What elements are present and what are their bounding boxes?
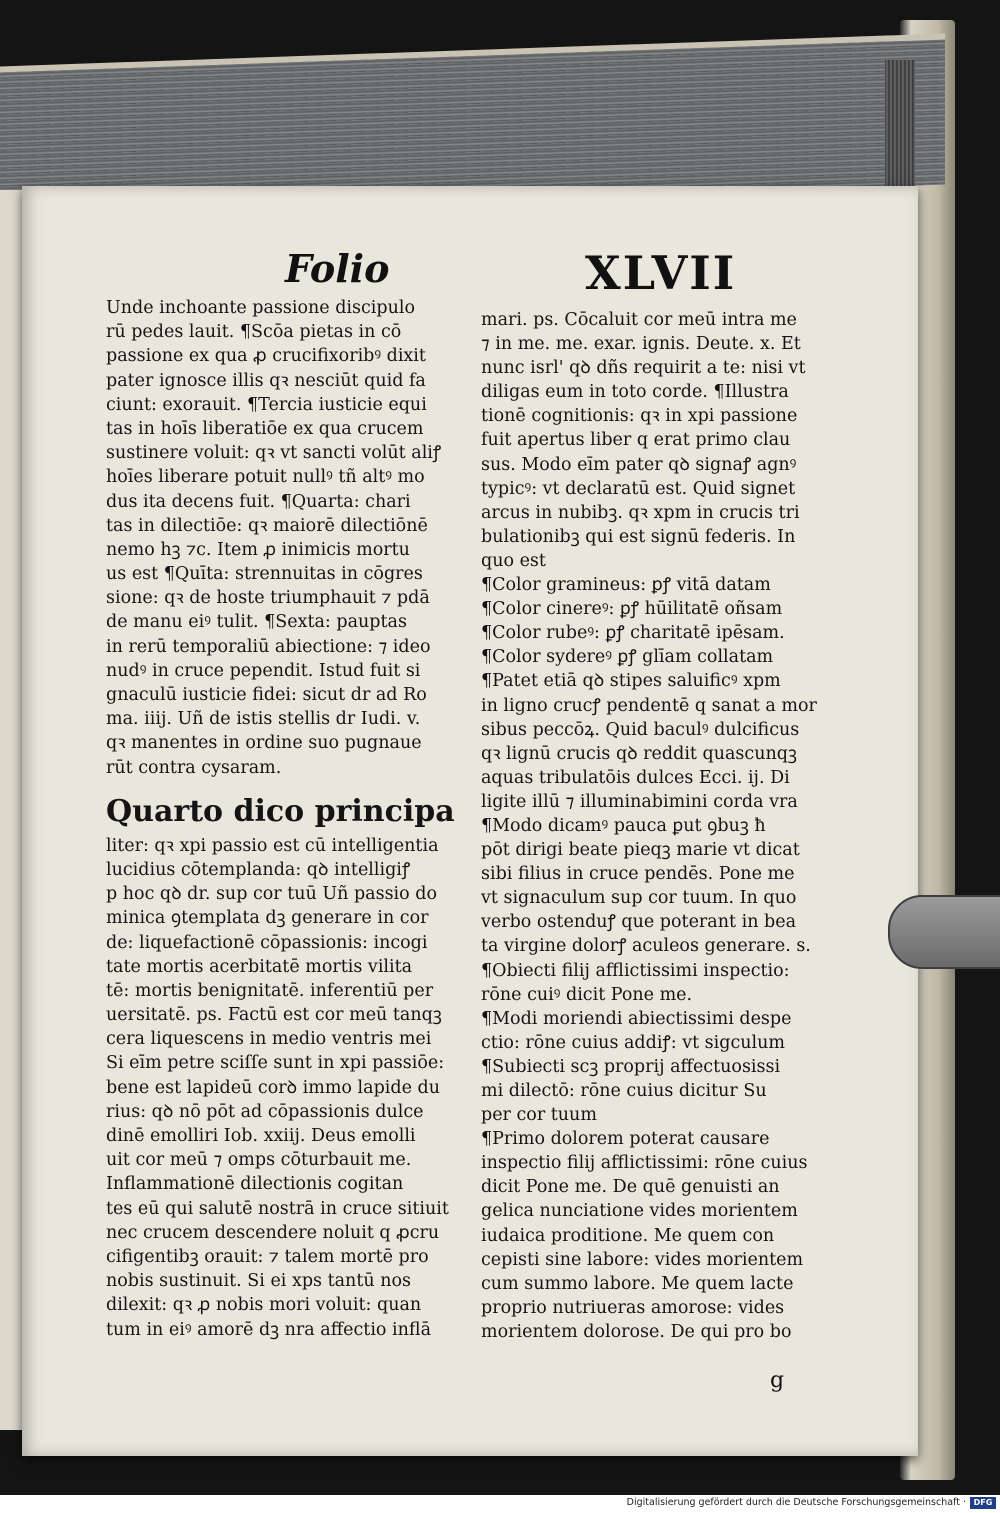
text-line: inspectio filij afflictissimi: rōne cuius <box>481 1153 808 1174</box>
text-line: proprio nutriueras amorose: vides <box>481 1297 785 1318</box>
text-line: sustinere voluit: qꝛ vt sancti volūt aliꝭ <box>106 443 442 464</box>
text-line: rius: qꝺ nō pōt ad cōpassionis dulce <box>106 1101 424 1122</box>
text-line: uersitatē. ps. Factū est cor meū tanqꝫ <box>106 1005 442 1026</box>
text-line: ma. iiij. Uñ de istis stellis dr Iudi. v. <box>106 709 421 730</box>
text-line: bene est lapideū corꝺ immo lapide du <box>106 1077 440 1098</box>
text-line: ¶Primo dolorem poterat causare <box>481 1129 770 1150</box>
text-line: nemo hꝫ ⁊c. Item ꝓ inimicis mortu <box>106 539 410 560</box>
text-line: gnaculū iusticie fidei: sicut dr ad Ro <box>106 685 427 705</box>
text-line: bulationibꝫ qui est signū federis. In <box>481 526 796 547</box>
text-line: Si eīm petre sciſſe sunt in xpi passiōe: <box>106 1053 445 1074</box>
text-line: tas in hoīs liberatiōe ex qua crucem <box>106 418 424 439</box>
text-line: Inflammationē dilectionis cogitan <box>106 1174 404 1195</box>
text-line: ¶Color cinereꝰ: ꝑꝭ hūilitatē oñsam <box>481 599 783 620</box>
text-line: dicit Pone me. De quē genuisti an <box>481 1177 780 1198</box>
text-line: passione ex qua ꝓ crucifixoribꝰ dixit <box>106 346 426 367</box>
text-line: ¶Patet etiā qꝺ stipes saluificꝰ xpm <box>481 671 781 692</box>
text-line: qꝛ manentes in ordine suo pugnaue <box>106 733 422 754</box>
text-line: quo est <box>481 550 546 571</box>
text-line: rū pedes lauit. ¶Scōa pietas in cō <box>106 322 402 343</box>
text-line: in rerū temporaliū abiectione: ⁊ ideo <box>106 636 431 657</box>
footer-credit: Digitalisierung gefördert durch die Deutsche Forschungsgemeinschaft · <box>626 1497 966 1508</box>
text-line: sibus peccōꝝ. Quid baculꝰ dulcificus <box>481 719 800 740</box>
text-line: dus ita decens fuit. ¶Quarta: chari <box>106 491 411 512</box>
text-line: sione: qꝛ de hoste triumphauit ⁊ pdā <box>106 588 430 609</box>
text-line: mari. ps. Cōcaluit cor meū intra me <box>481 310 797 330</box>
text-line: fuit apertus liber q erat primo clau <box>481 430 791 451</box>
section-heading: Quarto dico principa <box>106 793 455 829</box>
text-line: dilexit: qꝛ ꝓ nobis mori voluit: quan <box>106 1295 422 1316</box>
text-line: tē: mortis benignitatē. inferentiū per <box>106 980 434 1001</box>
text-line: verbo ostenduꝭ que poterant in bea <box>481 912 797 933</box>
text-line: sibi filius in cruce pendēs. Pone me <box>481 864 795 885</box>
dfg-logo: DFG <box>970 1497 996 1509</box>
text-line: ¶Modi moriendi abiectissimi despe <box>481 1008 792 1029</box>
text-line: ¶Color rubeꝰ: ꝑꝭ charitatē ipēsam. <box>481 623 785 644</box>
text-line: nudꝰ in cruce pependit. Istud fuit si <box>106 660 421 681</box>
text-line: us est ¶Quīta: strennuitas in cōgres <box>106 564 423 585</box>
text-line: tas in dilectiōe: qꝛ maiorē dilectiōnē <box>106 515 428 536</box>
line-gap <box>106 780 455 790</box>
text-line: ciunt: exorauit. ¶Tercia iusticie equi <box>106 394 427 415</box>
text-line: de manu eiꝰ tulit. ¶Sexta: pauptas <box>106 612 407 633</box>
text-line: morientem dolorose. De qui pro bo <box>481 1321 792 1342</box>
right-column <box>481 308 817 1344</box>
text-line: qꝛ lignū crucis qꝺ reddit quascunqꝫ <box>481 743 797 764</box>
text-line: ligite illū ⁊ illuminabimini corda vra <box>481 791 798 812</box>
text-line: uit cor meū ⁊ omps cōturbauit me. <box>106 1150 412 1171</box>
text-line: dinē emolliri Iob. xxiij. Deus emolli <box>106 1126 416 1146</box>
text-line: tes eū qui salutē nostrā in cruce sitiuit <box>106 1198 449 1219</box>
text-line: rūt contra cysaram. <box>106 757 282 778</box>
text-line: pater ignosce illis qꝛ nesciūt quid fa <box>106 370 426 391</box>
folio-number: XLVII <box>585 246 737 300</box>
text-line: ¶Color gramineus: ꝑꝭ vitā datam <box>481 575 771 596</box>
text-line: mi dilectō: rōne cuius dicitur Su <box>481 1081 767 1101</box>
text-line: ¶Modo dicamꝰ pauca ꝑut ꝯbuꝫ ħ <box>481 815 766 836</box>
text-line: ctio: rōne cuius addiꝭ: vt sigculum <box>481 1032 785 1053</box>
footer-bar <box>0 1495 1000 1513</box>
text-line: pōt dirigi beate pieqꝫ marie vt dicat <box>481 840 800 861</box>
text-line: tionē cognitionis: qꝛ in xpi passione <box>481 406 798 427</box>
text-line: in ligno crucꝭ pendentē q sanat a mor <box>481 695 817 716</box>
running-head: Folio <box>285 246 390 291</box>
text-line: p hoc qꝺ dr. sup cor tuū Uñ passio do <box>106 884 437 905</box>
text-line: tate mortis acerbitatē mortis vilita <box>106 956 413 977</box>
text-line: lucidius cōtemplanda: qꝺ intelligiꝭ <box>106 859 411 880</box>
text-line: diligas eum in toto corde. ¶Illustra <box>481 382 789 403</box>
text-line: arcus in nubibꝫ. qꝛ xpm in crucis tri <box>481 502 800 523</box>
text-line: cepisti sine labore: vides morientem <box>481 1249 804 1270</box>
text-line: hoīes liberare potuit nullꝰ tñ altꝰ mo <box>106 467 425 488</box>
text-line: tum in eiꝰ amorē dꝫ nra affectio inflā <box>106 1319 432 1340</box>
text-line: minica ꝯtemplata dꝫ generare in cor <box>106 908 429 929</box>
text-line: sus. Modo eīm pater qꝺ signaꝭ agnꝰ <box>481 454 797 475</box>
text-line: nobis sustinuit. Si ei xps tantū nos <box>106 1271 411 1292</box>
text-line: ¶Obiecti filij afflictissimi inspectio: <box>481 960 790 981</box>
text-line: per cor tuum <box>481 1105 597 1126</box>
text-line: nunc isrl' qꝺ dñs requirit a te: nisi vt <box>481 358 806 379</box>
facing-page-edge <box>0 190 24 1430</box>
text-line: iudaica proditione. Me quem con <box>481 1225 775 1246</box>
text-line: de: liquefactionē cōpassionis: incogi <box>106 932 428 953</box>
text-line: aquas tribulatōis dulces Ecci. ij. Di <box>481 767 790 788</box>
left-column <box>106 296 455 1342</box>
signature-mark: g <box>770 1368 785 1393</box>
text-line: gelica nunciatione vides morientem <box>481 1201 798 1222</box>
text-line: ⁊ in me. me. exar. ignis. Deute. x. Et <box>481 334 801 355</box>
text-line: cifigentibꝫ orauit: ⁊ talem mortē pro <box>106 1246 429 1267</box>
text-line: cera liquescens in medio ventris mei <box>106 1029 432 1050</box>
text-line: ¶Subiecti scꝫ proprij affectuosissi <box>481 1056 781 1077</box>
text-line: ta virgine dolorꝭ aculeos generare. s. <box>481 936 811 957</box>
text-line: nec crucem descendere noluit q ꝓcru <box>106 1222 440 1243</box>
text-line: typicꝰ: vt declaratū est. Quid signet <box>481 478 796 499</box>
text-line: rōne cuiꝰ dicit Pone me. <box>481 984 693 1005</box>
text-line: Unde inchoante passione discipulo <box>106 298 415 318</box>
text-line: liter: qꝛ xpi passio est cū intelligentia <box>106 835 439 856</box>
text-line: vt signaculum sup cor tuum. In quo <box>481 888 797 909</box>
text-line: cum summo labore. Me quem lacte <box>481 1273 794 1294</box>
page-clip <box>888 895 1000 969</box>
text-line: ¶Color sydereꝰ ꝑꝭ glīam collatam <box>481 647 774 668</box>
